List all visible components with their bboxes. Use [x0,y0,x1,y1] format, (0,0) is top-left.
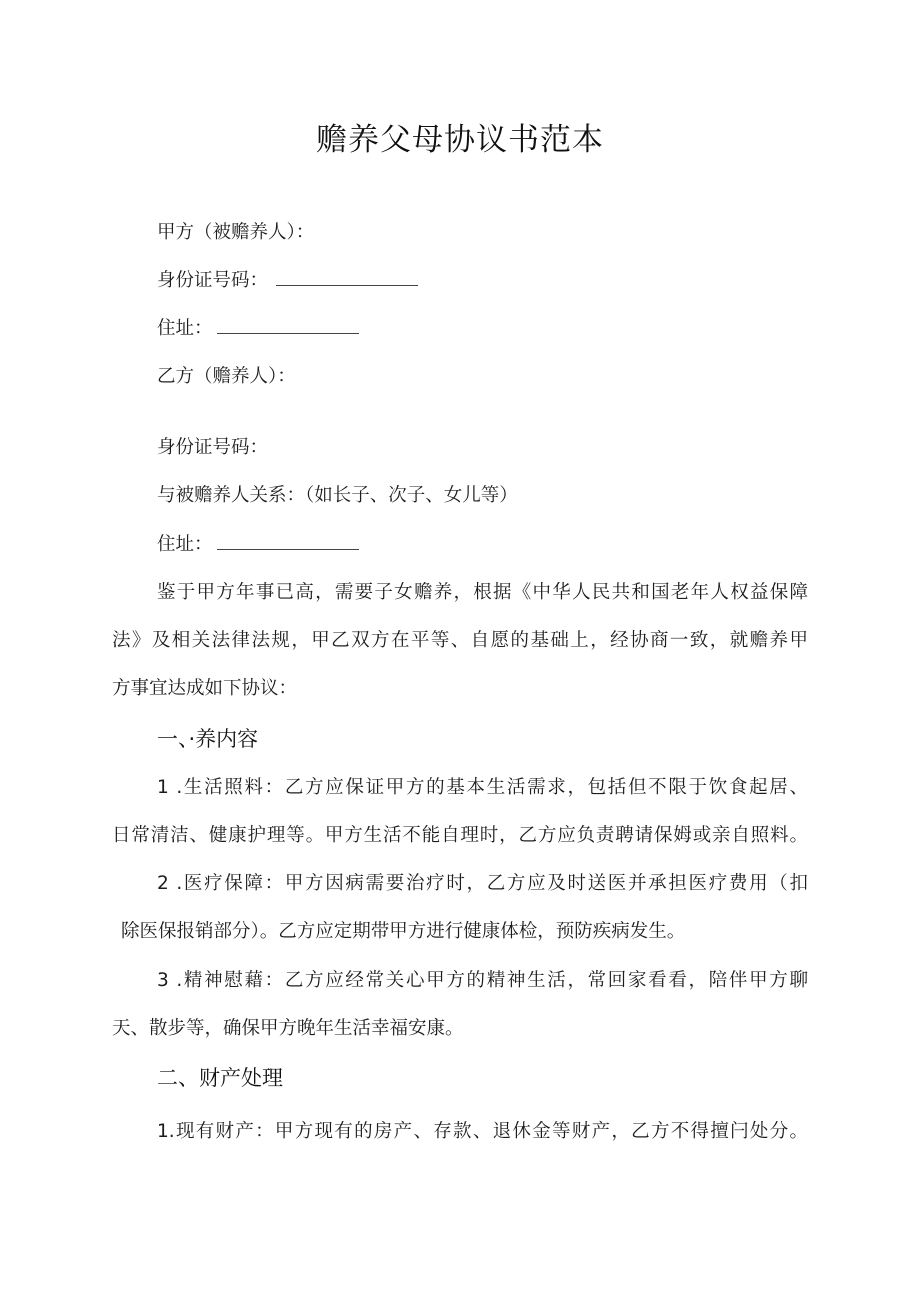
section-1-item-3-line-1: 3 .精神慰藉：乙方应经常关心甲方的精神生活，常回家看看，陪伴甲方聊 [157,970,808,991]
party-b-address-blank [217,531,359,550]
section-1-item-1-line-2: 日常清洁、健康护理等。甲方生活不能自理时，乙方应负责聘请保姆或亲自照料。 [112,825,808,846]
section-1-item-3-line-2: 天、散步等，确保甲方晚年生活幸福安康。 [112,1018,464,1039]
party-a-label: 甲方（被赡养人）： [157,222,315,243]
party-b-id-label: 身份证号码： [157,437,269,458]
section-1-item-2-line-1: 2 .医疗保障：甲方因病需要治疗时，乙方应及时送医并承担医疗费用（扣 [157,873,808,894]
party-b-relation: 与被赡养人关系：（如长子、次子、女儿等） [157,485,518,506]
party-a-id-label: 身份证号码： [157,270,269,291]
section-1-item-2-line-2: 除医保报销部分）。乙方应定期带甲方进行健康体检，预防疾病发生。 [121,921,686,942]
party-b-label: 乙方（赡养人）： [157,366,296,387]
party-a-id-blank [276,267,418,286]
document-title: 赡养父母协议书范本 [316,122,604,158]
preamble-line-2: 法》及相关法律法规，甲乙双方在平等、自愿的基础上，经协商一致，就赡养甲 [112,630,808,651]
party-a-address-label: 住址： [157,318,213,339]
section-1-heading: 一、·养内容 [157,727,259,751]
section-2-item-1-line-1: 1.现有财产：甲方现有的房产、存款、退休金等财产，乙方不得擅闩处分。 [157,1121,808,1142]
preamble-line-1: 鉴于甲方年事已高，需要子女赡养，根据《中华人民共和国老年人权益保障 [157,582,808,603]
section-1-item-1-line-1: 1 .生活照料：乙方应保证甲方的基本生活需求，包括但不限于饮食起居、 [157,777,808,798]
party-a-address-row [157,314,359,344]
party-a-address-blank [217,315,359,334]
section-2-heading: 二、财产处理 [157,1066,283,1090]
party-b-address-label: 住址： [157,534,213,555]
preamble-line-3: 方事宜达成如下协议： [112,678,298,699]
party-b-address-row [157,530,359,560]
party-a-id-row [157,266,418,296]
